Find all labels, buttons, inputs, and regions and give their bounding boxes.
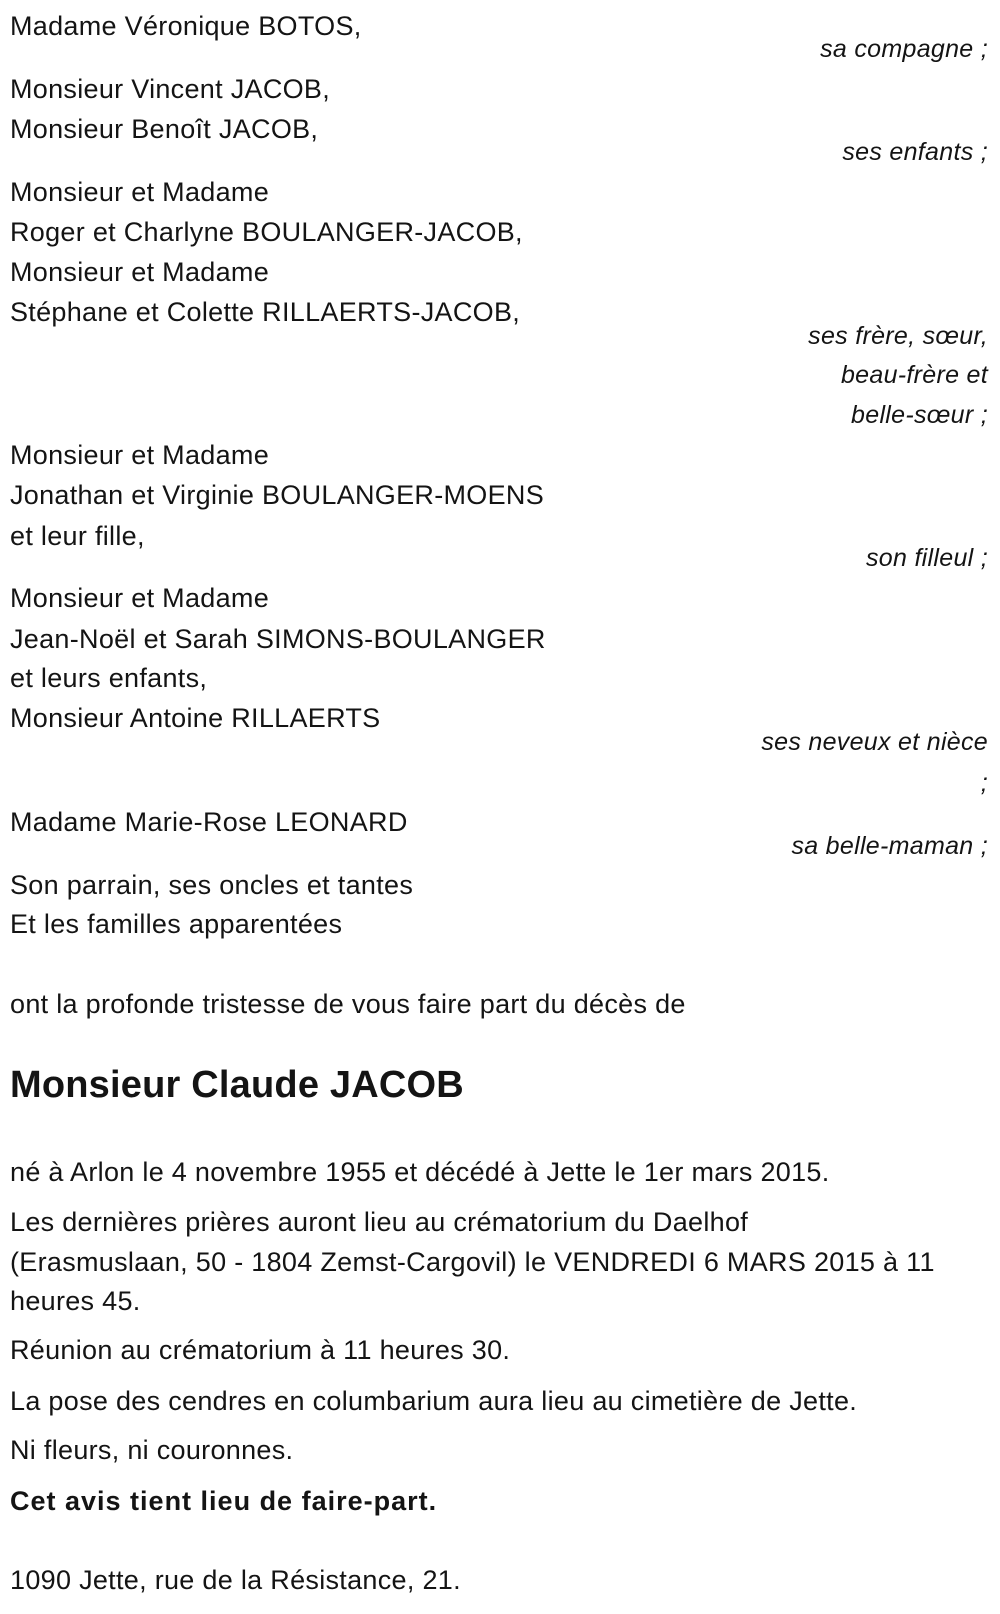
relative-name-line: Madame Marie-Rose LEONARD (10, 807, 408, 837)
gathering-text: Réunion au crématorium à 11 heures 30. (10, 1335, 511, 1365)
birth-death-text: né à Arlon le 4 novembre 1955 et décédé à Jette le 1er mars 2015. (10, 1157, 830, 1187)
relative-name-line: Monsieur et Madame (10, 257, 270, 287)
relative-name-line: Monsieur Vincent JACOB, (10, 74, 331, 104)
notice-text: Cet avis tient lieu de faire-part. (10, 1486, 438, 1516)
ceremony-line: (Erasmuslaan, 50 - 1804 Zemst-Cargovil) le VENDREDI 6 MARS 2015 à 11 (10, 1247, 935, 1277)
deceased-name: Monsieur Claude JACOB (10, 1064, 464, 1106)
relative-name-line: Et les familles apparentées (10, 909, 343, 939)
ashes-text: La pose des cendres en columbarium aura lieu au cimetière de Jette. (10, 1386, 858, 1416)
announcement-text: ont la profonde tristesse de vous faire part du décès de (10, 989, 686, 1019)
relative-name-line: et leurs enfants, (10, 663, 208, 693)
relative-name-line: Stéphane et Colette RILLAERTS-JACOB, (10, 297, 521, 327)
relation-label: ses neveux et nièce (761, 728, 988, 756)
relation-label: belle-sœur ; (851, 401, 988, 429)
relative-name-line: Monsieur et Madame (10, 440, 270, 470)
relative-name-line: Madame Véronique BOTOS, (10, 11, 362, 41)
relation-label: son filleul ; (865, 544, 988, 572)
relative-name-line: Monsieur et Madame (10, 177, 270, 207)
relative-name-line: Jonathan et Virginie BOULANGER-MOENS (10, 480, 545, 510)
relative-name-line: Monsieur Benoît JACOB, (10, 114, 319, 144)
relative-name-line: Jean-Noël et Sarah SIMONS-BOULANGER (10, 624, 546, 654)
relative-name-line: et leur fille, (10, 521, 145, 551)
relation-label: ses frère, sœur, (808, 322, 988, 350)
relation-label: ses enfants ; (842, 138, 988, 166)
relation-label: sa belle-maman ; (791, 832, 988, 860)
relative-name-line: Son parrain, ses oncles et tantes (10, 870, 414, 900)
relative-name-line: Monsieur et Madame (10, 583, 270, 613)
ceremony-line: heures 45. (10, 1286, 141, 1316)
relation-label: beau-frère et (840, 361, 988, 389)
relative-name-line: Roger et Charlyne BOULANGER-JACOB, (10, 217, 523, 247)
ceremony-line: Les dernières prières auront lieu au crématorium du Daelhof (10, 1207, 749, 1237)
flowers-text: Ni fleurs, ni couronnes. (10, 1435, 294, 1465)
relation-label: ; (980, 769, 988, 797)
relation-label: sa compagne ; (820, 35, 988, 63)
relative-name-line: Monsieur Antoine RILLAERTS (10, 703, 381, 733)
address-text: 1090 Jette, rue de la Résistance, 21. (10, 1565, 461, 1595)
